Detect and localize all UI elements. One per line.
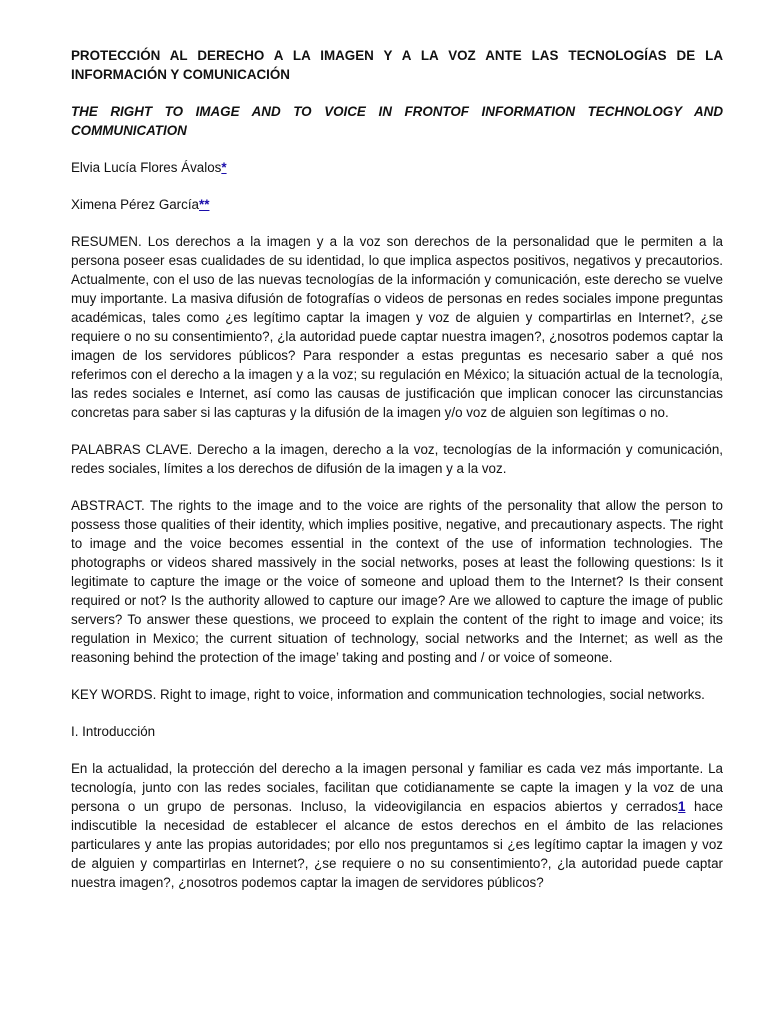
document-page [71, 46, 723, 910]
intro-paragraph [71, 759, 723, 892]
author-2-name: Ximena Pérez García [71, 197, 200, 212]
key-words-paragraph: KEY WORDS. Right to image, right to voice, information and communication technologies, social networks. [71, 687, 705, 702]
title-spanish: PROTECCIÓN AL DERECHO A LA IMAGEN Y A LA VOZ ANTE LAS TECNOLOGÍAS DE LA INFORMACIÓN Y COMUNICACIÓN [71, 48, 723, 82]
section-heading: I. Introducción [71, 724, 156, 739]
author-1-name: Elvia Lucía Flores Ávalos [71, 160, 222, 175]
intro-text-after: hace indiscutible la necesidad de establecer el alcance de estos derechos en el ámbito de las relaciones particulares y ante las propias autoridades; por ello nos preguntamos si ¿es legítimo captar la imagen y voz de alguien y compartirlas en Internet?, ¿se requiere o no su consentimiento?, ¿la autoridad puede captar nuestra imagen?, ¿nosotros podemos captar la imagen de servidores públicos? [71, 799, 723, 890]
intro-text-before: En la actualidad, la protección del derecho a la imagen personal y familiar es cada vez más importante. La tecnología, junto con las redes sociales, facilitan que cotidianamente se capte la imagen y la voz de una persona o un grupo de personas. Incluso, la videovigilancia en espacios abiertos y cerrados [71, 761, 723, 814]
abstract-paragraph: ABSTRACT. The rights to the image and to the voice are rights of the personality that allow the person to possess those qualities of their identity, which implies positive, negative, and precautionary aspects. The right to image and the voice becomes essential in the context of the use of information technologies. The photographs or videos shared massively in the social networks, poses at least the following questions: Is it legitimate to capture the image or the voice of someone and upload them to the Internet? Is their consent required or not? Is the authority allowed to capture our image? Are we allowed to capture the image of public servers? To answer these questions, we proceed to explain the content of the right to image and voice; its regulation in Mexico; the current situation of technology, social networks and the Internet; as well as the reasoning behind the protection of the image’ taking and posting and / or voice of someone. [71, 498, 723, 665]
author-2 [71, 195, 723, 214]
author-2-footnote-link[interactable]: ** [199, 197, 210, 212]
resumen-paragraph: RESUMEN. Los derechos a la imagen y a la voz son derechos de la personalidad que le permiten a la persona poseer esas cualidades de su identidad, lo que implica aspectos positivos, negativos y precautorios. Actualmente, con el uso de las nuevas tecnologías de la información y comunicación, este derecho se vuelve muy importante. La masiva difusión de fotografías o videos de personas en redes sociales impone preguntas académicas, tales como ¿es legítimo captar la imagen y voz de alguien y compartirlas en Internet?, ¿se requiere o no su consentimiento?, ¿la autoridad puede captar nuestra imagen?, ¿nosotros podemos captar la imagen de los servidores públicos? Para responder a estas preguntas es necesario saber a qué nos referimos con el derecho a la imagen y a la voz; su regulación en México; la situación actual de la tecnología, las redes sociales e Internet, así como las causas de justificación que implican conocer las circunstancias concretas para saber si las capturas y la difusión de la imagen y/o voz de alguien son legítimas o no. [71, 234, 723, 420]
author-1-footnote-link[interactable]: * [221, 160, 227, 175]
palabras-clave-paragraph: PALABRAS CLAVE. Derecho a la imagen, derecho a la voz, tecnologías de la información y comunicación, redes sociales, límites a los derechos de difusión de la imagen y a la voz. [71, 442, 723, 476]
footnote-1-link[interactable]: 1 [678, 799, 686, 814]
author-1 [71, 158, 723, 177]
title-english: THE RIGHT TO IMAGE AND TO VOICE IN FRONTOF INFORMATION TECHNOLOGY AND COMMUNICATION [71, 104, 723, 138]
